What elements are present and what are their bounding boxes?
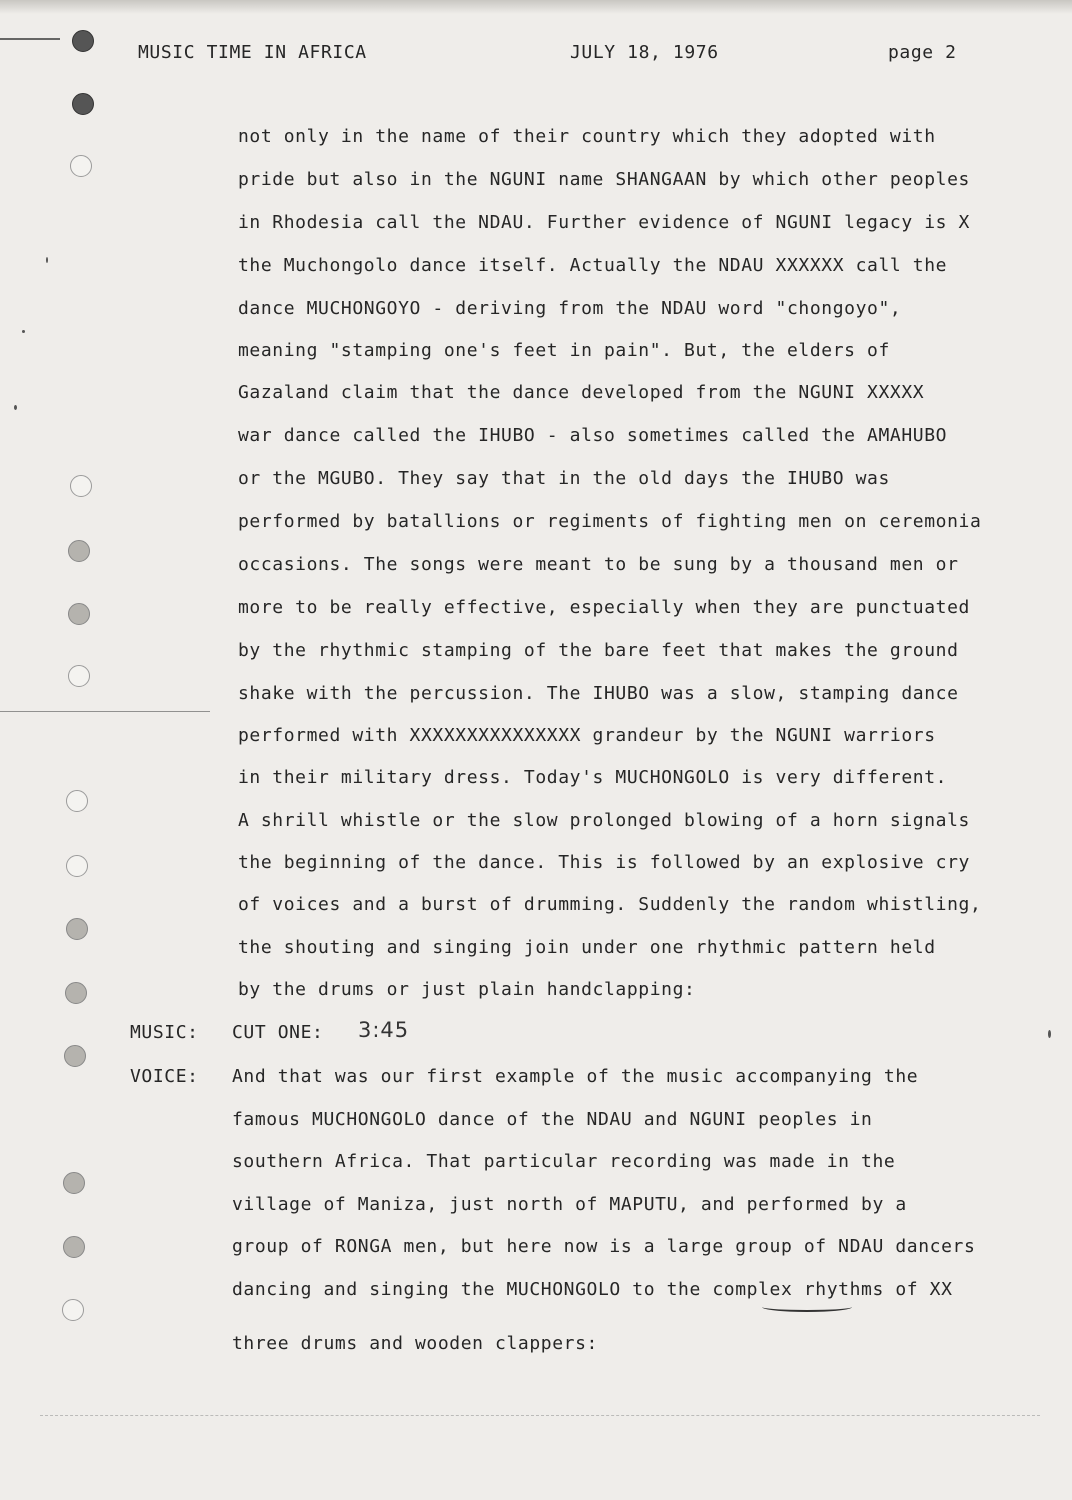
punch-hole bbox=[72, 93, 94, 115]
punch-hole bbox=[66, 855, 88, 877]
punch-hole bbox=[63, 1236, 85, 1258]
text-line: in their military dress. Today's MUCHONGOLO is very different. bbox=[238, 767, 948, 788]
punch-hole bbox=[70, 155, 92, 177]
handwritten-underline bbox=[762, 1302, 852, 1312]
text-line: performed with XXXXXXXXXXXXXXX grandeur by the NGUNI warriors bbox=[238, 725, 936, 746]
text-line: shake with the percussion. The IHUBO was a slow, stamping dance bbox=[238, 683, 959, 704]
punch-hole bbox=[72, 30, 94, 52]
text-line: dance MUCHONGOYO - deriving from the NDAU word "chongoyo", bbox=[238, 298, 902, 319]
music-cue-label: MUSIC: bbox=[130, 1022, 199, 1043]
page-number: page 2 bbox=[888, 42, 957, 63]
punch-hole bbox=[68, 540, 90, 562]
text-line: southern Africa. That particular recording was made in the bbox=[232, 1151, 896, 1172]
text-line: in Rhodesia call the NDAU. Further evidence of NGUNI legacy is X bbox=[238, 212, 970, 233]
text-line: dancing and singing the MUCHONGOLO to the complex rhythms of XX bbox=[232, 1279, 953, 1300]
text-line: three drums and wooden clappers: bbox=[232, 1333, 598, 1354]
text-line: the Muchongolo dance itself. Actually the NDAU XXXXXX call the bbox=[238, 255, 948, 276]
text-line: of voices and a burst of drumming. Suddenly the random whistling, bbox=[238, 894, 982, 915]
punch-hole bbox=[62, 1299, 84, 1321]
text-line: the beginning of the dance. This is followed by an explosive cry bbox=[238, 852, 970, 873]
text-line: A shrill whistle or the slow prolonged blowing of a horn signals bbox=[238, 810, 970, 831]
text-line: by the rhythmic stamping of the bare feet that makes the ground bbox=[238, 640, 959, 661]
text-line: war dance called the IHUBO - also sometimes called the AMAHUBO bbox=[238, 425, 948, 446]
text-line: by the drums or just plain handclapping: bbox=[238, 979, 696, 1000]
punch-hole bbox=[66, 918, 88, 940]
text-line: occasions. The songs were meant to be sung by a thousand men or bbox=[238, 554, 959, 575]
text-line: meaning "stamping one's feet in pain". But, the elders of bbox=[238, 340, 890, 361]
text-line: famous MUCHONGOLO dance of the NDAU and NGUNI peoples in bbox=[232, 1109, 873, 1130]
text-line: pride but also in the NGUNI name SHANGAAN by which other peoples bbox=[238, 169, 970, 190]
punch-hole bbox=[70, 475, 92, 497]
punch-hole bbox=[65, 982, 87, 1004]
punch-hole bbox=[68, 665, 90, 687]
text-line: village of Maniza, just north of MAPUTU, and performed by a bbox=[232, 1194, 907, 1215]
ink-speck bbox=[1048, 1030, 1051, 1038]
punch-hole bbox=[66, 790, 88, 812]
page-bottom-edge bbox=[40, 1415, 1040, 1417]
ink-speck bbox=[46, 257, 48, 263]
text-line: Gazaland claim that the dance developed from the NGUNI XXXXX bbox=[238, 382, 925, 403]
text-line: performed by batallions or regiments of fighting men on ceremonia bbox=[238, 511, 982, 532]
broadcast-date: JULY 18, 1976 bbox=[570, 42, 719, 63]
music-cue-duration: 3:45 bbox=[358, 1018, 410, 1042]
text-line: not only in the name of their country which they adopted with bbox=[238, 126, 936, 147]
punch-hole bbox=[64, 1045, 86, 1067]
punch-hole bbox=[68, 603, 90, 625]
text-line: And that was our first example of the music accompanying the bbox=[232, 1066, 919, 1087]
program-title: MUSIC TIME IN AFRICA bbox=[138, 42, 367, 63]
ink-speck bbox=[14, 405, 17, 410]
punch-holes bbox=[0, 0, 120, 1500]
scan-edge bbox=[0, 0, 1072, 14]
music-cue-text: CUT ONE: bbox=[232, 1022, 324, 1043]
ink-speck bbox=[22, 330, 25, 333]
text-line: group of RONGA men, but here now is a large group of NDAU dancers bbox=[232, 1236, 976, 1257]
text-line: or the MGUBO. They say that in the old days the IHUBO was bbox=[238, 468, 890, 489]
voice-label: VOICE: bbox=[130, 1066, 199, 1087]
punch-hole bbox=[63, 1172, 85, 1194]
text-line: the shouting and singing join under one rhythmic pattern held bbox=[238, 937, 936, 958]
text-line: more to be really effective, especially when they are punctuated bbox=[238, 597, 970, 618]
